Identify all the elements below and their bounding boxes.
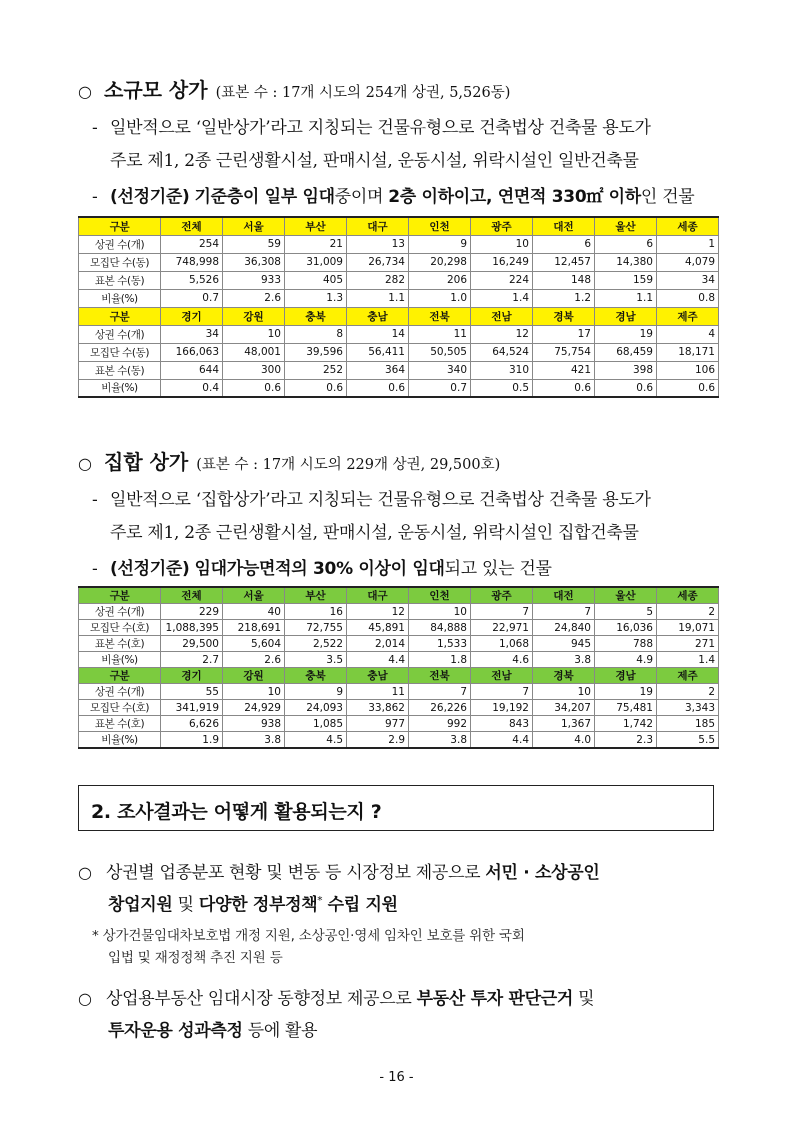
table-cell: 29,500 <box>161 636 223 652</box>
circle-bullet-icon: ○ <box>78 82 92 101</box>
header-cell: 대전 <box>533 587 595 604</box>
table-cell: 945 <box>533 636 595 652</box>
table-cell: 341,919 <box>161 700 223 716</box>
table-cell: 0.6 <box>595 379 657 397</box>
row-label: 모집단 수(호) <box>79 700 161 716</box>
table-cell: 34 <box>657 271 719 289</box>
header-cell: 전남 <box>471 668 533 684</box>
header-cell: 강원 <box>223 668 285 684</box>
table-cell: 12 <box>471 325 533 343</box>
table-cell: 421 <box>533 361 595 379</box>
header-cell: 구분 <box>79 668 161 684</box>
table-row <box>79 343 719 361</box>
table-row <box>79 716 719 732</box>
table-cell: 7 <box>533 604 595 620</box>
row-label: 상권 수(개) <box>79 684 161 700</box>
row-label: 모집단 수(동) <box>79 253 161 271</box>
table-cell: 34 <box>161 325 223 343</box>
table-cell: 300 <box>223 361 285 379</box>
table-cell: 72,755 <box>285 620 347 636</box>
table-cell: 45,891 <box>347 620 409 636</box>
table-row <box>79 289 719 307</box>
section-title: 집합 상가 <box>104 450 189 474</box>
header-cell: 인천 <box>409 217 471 235</box>
table-cell: 788 <box>595 636 657 652</box>
table-cell: 748,998 <box>161 253 223 271</box>
table-cell: 26,734 <box>347 253 409 271</box>
table-cell: 10 <box>223 684 285 700</box>
header-cell: 부산 <box>285 587 347 604</box>
table-cell: 1.8 <box>409 652 471 668</box>
table-cell: 271 <box>657 636 719 652</box>
table-cell: 310 <box>471 361 533 379</box>
table-row <box>79 361 719 379</box>
table-cell: 3.8 <box>533 652 595 668</box>
table-cell: 148 <box>533 271 595 289</box>
row-label: 모집단 수(동) <box>79 343 161 361</box>
usage-bullet-2: ○ 상업용부동산 임대시장 동향정보 제공으로 부동산 투자 판단근거 및 <box>78 989 595 1009</box>
table-row <box>79 235 719 253</box>
row-label: 표본 수(호) <box>79 636 161 652</box>
table-cell: 0.6 <box>347 379 409 397</box>
aggregate-shops-table <box>78 586 719 749</box>
header-cell: 충남 <box>347 668 409 684</box>
header-cell: 경남 <box>595 668 657 684</box>
table-header-row <box>79 307 719 325</box>
table-cell: 229 <box>161 604 223 620</box>
header-cell: 구분 <box>79 307 161 325</box>
header-cell: 제주 <box>657 307 719 325</box>
row-label: 상권 수(개) <box>79 235 161 253</box>
table-row <box>79 379 719 397</box>
row-label: 상권 수(개) <box>79 325 161 343</box>
table-cell: 206 <box>409 271 471 289</box>
table-cell: 6,626 <box>161 716 223 732</box>
table-cell: 364 <box>347 361 409 379</box>
table-cell: 843 <box>471 716 533 732</box>
header-cell: 경북 <box>533 307 595 325</box>
table-cell: 31,009 <box>285 253 347 271</box>
header-cell: 구분 <box>79 217 161 235</box>
table-cell: 4,079 <box>657 253 719 271</box>
table-cell: 24,093 <box>285 700 347 716</box>
table-cell: 282 <box>347 271 409 289</box>
table-cell: 11 <box>347 684 409 700</box>
table-cell: 4.6 <box>471 652 533 668</box>
table-header-row <box>79 217 719 235</box>
table-cell: 2.7 <box>161 652 223 668</box>
table-cell: 6 <box>533 235 595 253</box>
table-cell: 2,522 <box>285 636 347 652</box>
table-row <box>79 652 719 668</box>
table-cell: 16,249 <box>471 253 533 271</box>
usage-bullet-2-cont: 투자운용 성과측정 등에 활용 <box>108 1021 318 1041</box>
table-cell: 5,604 <box>223 636 285 652</box>
table-cell: 20,298 <box>409 253 471 271</box>
table-cell: 0.6 <box>533 379 595 397</box>
table-cell: 185 <box>657 716 719 732</box>
header-cell: 서울 <box>223 217 285 235</box>
table-cell: 1,068 <box>471 636 533 652</box>
table-cell: 1,742 <box>595 716 657 732</box>
table-cell: 21 <box>285 235 347 253</box>
table-cell: 19,192 <box>471 700 533 716</box>
table-cell: 10 <box>471 235 533 253</box>
table-cell: 56,411 <box>347 343 409 361</box>
header-cell: 서울 <box>223 587 285 604</box>
section-heading-box <box>78 785 714 831</box>
table-cell: 1.1 <box>595 289 657 307</box>
table-cell: 36,308 <box>223 253 285 271</box>
table-cell: 0.6 <box>285 379 347 397</box>
table-cell: 0.6 <box>223 379 285 397</box>
table-cell: 55 <box>161 684 223 700</box>
table-cell: 84,888 <box>409 620 471 636</box>
row-label: 표본 수(호) <box>79 716 161 732</box>
table-cell: 75,754 <box>533 343 595 361</box>
header-cell: 충북 <box>285 307 347 325</box>
usage-bullet-1-cont: 창업지원 및 다양한 정부정책* 수립 지원 <box>108 895 398 915</box>
table-cell: 40 <box>223 604 285 620</box>
table-cell: 0.6 <box>657 379 719 397</box>
table-cell: 48,001 <box>223 343 285 361</box>
table-cell: 17 <box>533 325 595 343</box>
usage-bullet-1: ○ 상권별 업종분포 현황 및 변동 등 시장정보 제공으로 서민 · 소상공인 <box>78 863 600 883</box>
description-line: - 일반적으로 ‘집합상가’라고 지칭되는 건물유형으로 건축법상 건축물 용도가 <box>92 490 651 510</box>
table-header-row <box>79 668 719 684</box>
table-cell: 19 <box>595 325 657 343</box>
table-cell: 5.5 <box>657 732 719 749</box>
table-cell: 10 <box>533 684 595 700</box>
page-number: - 16 - <box>379 1070 414 1085</box>
description-line: 주로 제1, 2종 근린생활시설, 판매시설, 운동시설, 위락시설인 일반건축물 <box>110 151 639 171</box>
table-cell: 0.7 <box>409 379 471 397</box>
table-cell: 24,840 <box>533 620 595 636</box>
header-cell: 충남 <box>347 307 409 325</box>
header-cell: 대구 <box>347 217 409 235</box>
footnote: * 상가건물임대차보호법 개정 지원, 소상공인·영세 임차인 보호를 위한 국회 <box>92 928 525 944</box>
table-cell: 992 <box>409 716 471 732</box>
header-cell: 전북 <box>409 668 471 684</box>
header-cell: 세종 <box>657 587 719 604</box>
table-cell: 2.3 <box>595 732 657 749</box>
header-cell: 전체 <box>161 217 223 235</box>
row-label: 비율(%) <box>79 379 161 397</box>
table-cell: 0.5 <box>471 379 533 397</box>
table-cell: 19,071 <box>657 620 719 636</box>
header-cell: 경기 <box>161 307 223 325</box>
header-cell: 경기 <box>161 668 223 684</box>
table-cell: 1.4 <box>471 289 533 307</box>
table-cell: 19 <box>595 684 657 700</box>
table-cell: 13 <box>347 235 409 253</box>
circle-bullet-icon: ○ <box>78 863 92 882</box>
table-cell: 4.4 <box>471 732 533 749</box>
table-cell: 8 <box>285 325 347 343</box>
table-cell: 14,380 <box>595 253 657 271</box>
table-row <box>79 732 719 749</box>
table-cell: 4.4 <box>347 652 409 668</box>
table-cell: 34,207 <box>533 700 595 716</box>
table-cell: 9 <box>285 684 347 700</box>
table-cell: 254 <box>161 235 223 253</box>
table-cell: 14 <box>347 325 409 343</box>
table-cell: 10 <box>409 604 471 620</box>
table-cell: 75,481 <box>595 700 657 716</box>
table-cell: 4 <box>657 325 719 343</box>
table-cell: 159 <box>595 271 657 289</box>
table-header-row <box>79 587 719 604</box>
table-cell: 64,524 <box>471 343 533 361</box>
table-cell: 59 <box>223 235 285 253</box>
header-cell: 울산 <box>595 587 657 604</box>
table-cell: 166,063 <box>161 343 223 361</box>
header-cell: 광주 <box>471 217 533 235</box>
table-cell: 11 <box>409 325 471 343</box>
table-cell: 3.5 <box>285 652 347 668</box>
table-cell: 1.1 <box>347 289 409 307</box>
table-cell: 7 <box>409 684 471 700</box>
header-cell: 부산 <box>285 217 347 235</box>
row-label: 비율(%) <box>79 732 161 749</box>
section-heading: 2. 조사결과는 어떻게 활용되는지 ? <box>91 801 382 823</box>
table-cell: 24,929 <box>223 700 285 716</box>
circle-bullet-icon: ○ <box>78 454 92 473</box>
table-cell: 938 <box>223 716 285 732</box>
section-small-shops-heading <box>78 74 510 103</box>
table-cell: 12,457 <box>533 253 595 271</box>
table-cell: 1.3 <box>285 289 347 307</box>
header-cell: 경북 <box>533 668 595 684</box>
table-cell: 405 <box>285 271 347 289</box>
table-cell: 1.4 <box>657 652 719 668</box>
table-cell: 0.4 <box>161 379 223 397</box>
table-cell: 340 <box>409 361 471 379</box>
table-cell: 1,085 <box>285 716 347 732</box>
table-cell: 33,862 <box>347 700 409 716</box>
header-cell: 울산 <box>595 217 657 235</box>
table-cell: 644 <box>161 361 223 379</box>
small-shops-table <box>78 216 719 398</box>
row-label: 비율(%) <box>79 652 161 668</box>
table-row <box>79 620 719 636</box>
table-cell: 0.8 <box>657 289 719 307</box>
table-cell: 1,533 <box>409 636 471 652</box>
table-cell: 1.9 <box>161 732 223 749</box>
table-cell: 26,226 <box>409 700 471 716</box>
table-cell: 2.6 <box>223 652 285 668</box>
table-cell: 39,596 <box>285 343 347 361</box>
table-row <box>79 604 719 620</box>
header-cell: 전북 <box>409 307 471 325</box>
table-cell: 2 <box>657 604 719 620</box>
criteria-line: - (선정기준) 기준층이 일부 임대중이며 2층 이하이고, 연면적 330㎡ 이하인 건물 <box>92 187 695 207</box>
table-cell: 3.8 <box>223 732 285 749</box>
row-label: 표본 수(동) <box>79 361 161 379</box>
table-cell: 16 <box>285 604 347 620</box>
table-cell: 933 <box>223 271 285 289</box>
table-row <box>79 684 719 700</box>
table-cell: 0.7 <box>161 289 223 307</box>
table-cell: 4.5 <box>285 732 347 749</box>
table-cell: 68,459 <box>595 343 657 361</box>
sample-note: (표본 수 : 17개 시도의 254개 상권, 5,526동) <box>215 85 511 101</box>
table-cell: 2,014 <box>347 636 409 652</box>
table-cell: 4.0 <box>533 732 595 749</box>
table-row <box>79 325 719 343</box>
header-cell: 경남 <box>595 307 657 325</box>
table-cell: 3,343 <box>657 700 719 716</box>
criteria-line: - (선정기준) 임대가능면적의 30% 이상이 임대되고 있는 건물 <box>92 559 552 579</box>
table-cell: 1,367 <box>533 716 595 732</box>
table-cell: 252 <box>285 361 347 379</box>
header-cell: 제주 <box>657 668 719 684</box>
table-cell: 18,171 <box>657 343 719 361</box>
table-cell: 22,971 <box>471 620 533 636</box>
description-line: 주로 제1, 2종 근린생활시설, 판매시설, 운동시설, 위락시설인 집합건축물 <box>110 523 639 543</box>
header-cell: 전체 <box>161 587 223 604</box>
row-label: 비율(%) <box>79 289 161 307</box>
table-cell: 9 <box>409 235 471 253</box>
table-cell: 50,505 <box>409 343 471 361</box>
table-cell: 16,036 <box>595 620 657 636</box>
header-cell: 충북 <box>285 668 347 684</box>
table-cell: 5,526 <box>161 271 223 289</box>
section-aggregate-shops-heading <box>78 446 500 475</box>
header-cell: 대전 <box>533 217 595 235</box>
row-label: 상권 수(개) <box>79 604 161 620</box>
header-cell: 광주 <box>471 587 533 604</box>
table-cell: 7 <box>471 604 533 620</box>
description-line: - 일반적으로 ‘일반상가’라고 지칭되는 건물유형으로 건축법상 건축물 용도가 <box>92 118 651 138</box>
header-cell: 강원 <box>223 307 285 325</box>
table-cell: 1,088,395 <box>161 620 223 636</box>
table-cell: 106 <box>657 361 719 379</box>
table-row <box>79 636 719 652</box>
footnote: 입법 및 재정정책 추진 지원 등 <box>108 950 283 966</box>
table-row <box>79 253 719 271</box>
header-cell: 세종 <box>657 217 719 235</box>
table-cell: 4.9 <box>595 652 657 668</box>
table-cell: 12 <box>347 604 409 620</box>
header-cell: 전남 <box>471 307 533 325</box>
table-cell: 1.0 <box>409 289 471 307</box>
table-cell: 1.2 <box>533 289 595 307</box>
table-cell: 224 <box>471 271 533 289</box>
table-cell: 6 <box>595 235 657 253</box>
table-cell: 218,691 <box>223 620 285 636</box>
row-label: 모집단 수(호) <box>79 620 161 636</box>
table-cell: 7 <box>471 684 533 700</box>
sample-note: (표본 수 : 17개 시도의 229개 상권, 29,500호) <box>196 457 501 473</box>
table-cell: 1 <box>657 235 719 253</box>
table-cell: 977 <box>347 716 409 732</box>
row-label: 표본 수(동) <box>79 271 161 289</box>
circle-bullet-icon: ○ <box>78 989 92 1008</box>
table-cell: 2.6 <box>223 289 285 307</box>
table-cell: 398 <box>595 361 657 379</box>
header-cell: 인천 <box>409 587 471 604</box>
table-row <box>79 271 719 289</box>
table-cell: 3.8 <box>409 732 471 749</box>
table-cell: 10 <box>223 325 285 343</box>
table-cell: 2 <box>657 684 719 700</box>
header-cell: 대구 <box>347 587 409 604</box>
table-cell: 5 <box>595 604 657 620</box>
table-cell: 2.9 <box>347 732 409 749</box>
header-cell: 구분 <box>79 587 161 604</box>
section-title: 소규모 상가 <box>104 78 208 102</box>
table-row <box>79 700 719 716</box>
